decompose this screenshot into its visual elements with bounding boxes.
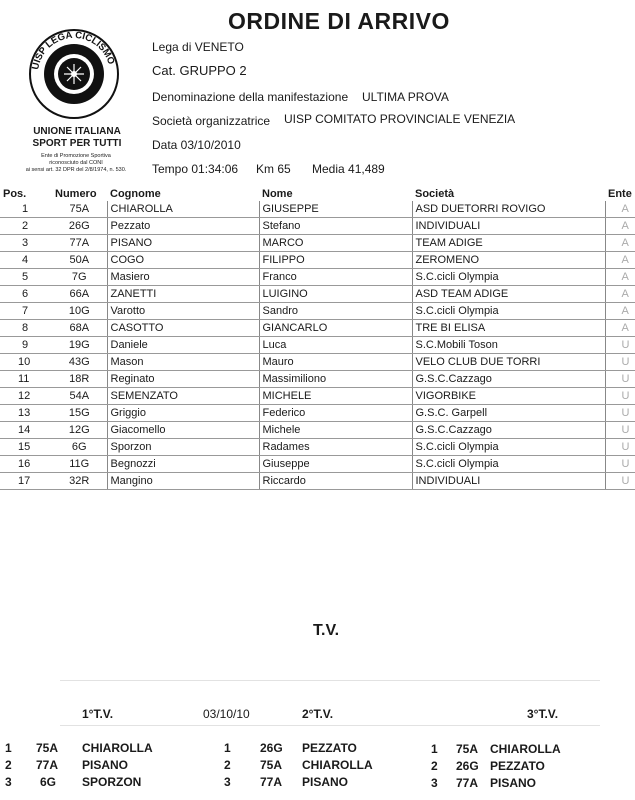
tv3-cognome: CHIAROLLA	[490, 742, 561, 756]
cell-nome: Federico	[259, 405, 412, 422]
tv1-numero: 6G	[40, 775, 57, 789]
cell-numero: 54A	[52, 388, 107, 405]
tv2-cognome: CHIAROLLA	[302, 758, 373, 772]
cell-numero: 32R	[52, 473, 107, 490]
divider	[60, 680, 600, 681]
cell-cognome: Mason	[107, 354, 259, 371]
cell-nome: Stefano	[259, 218, 412, 235]
header-societa: Società	[415, 187, 455, 200]
cell-pos: 5	[0, 269, 52, 286]
cell-ente: A	[605, 252, 635, 269]
table-row	[0, 439, 635, 456]
logo-ring-text: UISP LEGA CICLISMO	[30, 29, 117, 71]
societa-value: UISP COMITATO PROVINCIALE VENEZIA	[284, 112, 516, 126]
table-row	[0, 388, 635, 405]
cell-pos: 16	[0, 456, 52, 473]
cell-nome: Franco	[259, 269, 412, 286]
page-title: ORDINE DI ARRIVO	[228, 8, 450, 34]
cell-nome: GIANCARLO	[259, 320, 412, 337]
race-time: Tempo 01:34:06	[152, 162, 239, 176]
tv1-pos: 2	[5, 758, 12, 772]
cell-societa: ZEROMENO	[412, 252, 605, 269]
cell-numero: 19G	[52, 337, 107, 354]
cell-pos: 12	[0, 388, 52, 405]
header-cognome: Cognome	[110, 187, 161, 200]
cell-pos: 7	[0, 303, 52, 320]
cell-ente: U	[605, 405, 635, 422]
cell-ente: A	[605, 269, 635, 286]
cell-nome: LUIGINO	[259, 286, 412, 303]
cell-societa: G.S.C.Cazzago	[412, 371, 605, 388]
uisp-logo	[28, 28, 120, 120]
cell-cognome: Sporzon	[107, 439, 259, 456]
cell-ente: U	[605, 473, 635, 490]
cell-societa: S.C.cicli Olympia	[412, 439, 605, 456]
cell-societa: INDIVIDUALI	[412, 473, 605, 490]
cell-pos: 2	[0, 218, 52, 235]
cell-numero: 12G	[52, 422, 107, 439]
cell-cognome: ZANETTI	[107, 286, 259, 303]
cell-numero: 66A	[52, 286, 107, 303]
cell-cognome: Varotto	[107, 303, 259, 320]
cell-ente: U	[605, 388, 635, 405]
tv1-cognome: SPORZON	[82, 775, 142, 789]
cell-societa: S.C.cicli Olympia	[412, 269, 605, 286]
cell-nome: FILIPPO	[259, 252, 412, 269]
cell-numero: 43G	[52, 354, 107, 371]
cell-cognome: Daniele	[107, 337, 259, 354]
table-row	[0, 337, 635, 354]
cell-nome: Radames	[259, 439, 412, 456]
tv2-cognome: PISANO	[302, 775, 349, 789]
cell-numero: 15G	[52, 405, 107, 422]
table-row	[0, 269, 635, 286]
table-row	[0, 405, 635, 422]
tv-title: T.V.	[313, 622, 340, 639]
tv2-pos: 1	[224, 741, 231, 755]
cell-cognome: Begnozzi	[107, 456, 259, 473]
cell-pos: 11	[0, 371, 52, 388]
cell-nome: Riccardo	[259, 473, 412, 490]
cell-ente: U	[605, 354, 635, 371]
table-row	[0, 303, 635, 320]
cell-societa: TRE BI ELISA	[412, 320, 605, 337]
denominazione-label: Denominazione della manifestazione	[152, 90, 349, 104]
tv3-cognome: PISANO	[490, 776, 537, 790]
table-row	[0, 235, 635, 252]
cell-cognome: Giacomello	[107, 422, 259, 439]
tv1-cognome: CHIAROLLA	[82, 741, 153, 755]
cell-pos: 14	[0, 422, 52, 439]
header-ente: Ente	[608, 187, 632, 200]
cell-cognome: CASOTTO	[107, 320, 259, 337]
cell-nome: Mauro	[259, 354, 412, 371]
cell-numero: 26G	[52, 218, 107, 235]
cell-ente: U	[605, 371, 635, 388]
cell-pos: 8	[0, 320, 52, 337]
cell-cognome: CHIAROLLA	[107, 201, 259, 218]
cell-societa: ASD TEAM ADIGE	[412, 286, 605, 303]
cell-pos: 6	[0, 286, 52, 303]
tv-date: 03/10/10	[203, 707, 250, 721]
tv2-header: 2°T.V.	[302, 707, 334, 721]
tv3-cognome: PEZZATO	[490, 759, 545, 773]
cell-numero: 18R	[52, 371, 107, 388]
tv3-pos: 1	[431, 742, 438, 756]
table-row	[0, 320, 635, 337]
org-name-line1: UNIONE ITALIANA	[33, 126, 121, 137]
cell-nome: MICHELE	[259, 388, 412, 405]
tv3-pos: 3	[431, 776, 438, 790]
societa-label: Società organizzatrice	[152, 114, 271, 128]
header-numero: Numero	[55, 187, 97, 200]
cell-nome: Massimiliono	[259, 371, 412, 388]
cell-cognome: Mangino	[107, 473, 259, 490]
cell-ente: U	[605, 422, 635, 439]
cell-ente: U	[605, 439, 635, 456]
cell-cognome: Reginato	[107, 371, 259, 388]
table-row	[0, 201, 635, 218]
cell-numero: 7G	[52, 269, 107, 286]
categoria: Cat. GRUPPO 2	[152, 63, 247, 78]
tv3-numero: 77A	[456, 776, 479, 790]
tv1-header: 1°T.V.	[82, 707, 114, 721]
cell-pos: 9	[0, 337, 52, 354]
cell-nome: Michele	[259, 422, 412, 439]
tv1-numero: 77A	[36, 758, 59, 772]
cell-numero: 77A	[52, 235, 107, 252]
cell-societa: S.C.cicli Olympia	[412, 456, 605, 473]
tv2-pos: 3	[224, 775, 231, 789]
tv3-numero: 26G	[456, 759, 479, 773]
cell-numero: 6G	[52, 439, 107, 456]
cell-cognome: COGO	[107, 252, 259, 269]
cell-cognome: Pezzato	[107, 218, 259, 235]
tv2-numero: 77A	[260, 775, 283, 789]
results-table	[0, 186, 635, 490]
table-row	[0, 473, 635, 490]
tv2-numero: 75A	[260, 758, 283, 772]
cell-nome: Luca	[259, 337, 412, 354]
header-nome: Nome	[262, 187, 293, 200]
table-row	[0, 252, 635, 269]
table-row	[0, 354, 635, 371]
org-note-line2: riconosciuto dal CONI	[49, 160, 103, 166]
table-header-row	[0, 186, 635, 201]
cell-pos: 15	[0, 439, 52, 456]
tv3-pos: 2	[431, 759, 438, 773]
cell-ente: A	[605, 235, 635, 252]
cell-societa: G.S.C.Cazzago	[412, 422, 605, 439]
cell-ente: A	[605, 320, 635, 337]
cell-nome: Giuseppe	[259, 456, 412, 473]
tv1-numero: 75A	[36, 741, 59, 755]
cell-cognome: Griggio	[107, 405, 259, 422]
cell-ente: A	[605, 218, 635, 235]
race-km: Km 65	[256, 162, 291, 176]
cell-societa: VIGORBIKE	[412, 388, 605, 405]
cell-nome: GIUSEPPE	[259, 201, 412, 218]
tv1-pos: 3	[5, 775, 12, 789]
cell-pos: 17	[0, 473, 52, 490]
table-row	[0, 456, 635, 473]
cell-nome: MARCO	[259, 235, 412, 252]
divider	[60, 725, 600, 726]
cell-numero: 11G	[52, 456, 107, 473]
cell-societa: S.C.cicli Olympia	[412, 303, 605, 320]
lega: Lega di VENETO	[152, 40, 244, 54]
table-row	[0, 218, 635, 235]
table-row	[0, 371, 635, 388]
cell-pos: 4	[0, 252, 52, 269]
tv3-numero: 75A	[456, 742, 479, 756]
cell-numero: 68A	[52, 320, 107, 337]
table-row	[0, 422, 635, 439]
tv2-pos: 2	[224, 758, 231, 772]
tv1-pos: 1	[5, 741, 12, 755]
table-row	[0, 286, 635, 303]
cell-pos: 1	[0, 201, 52, 218]
denominazione-value: ULTIMA PROVA	[362, 90, 449, 104]
org-note-line1: Ente di Promozione Sportiva	[41, 153, 111, 159]
race-date: Data 03/10/2010	[152, 138, 241, 152]
cell-societa: VELO CLUB DUE TORRI	[412, 354, 605, 371]
cell-pos: 13	[0, 405, 52, 422]
cell-pos: 10	[0, 354, 52, 371]
cell-ente: A	[605, 286, 635, 303]
tv1-cognome: PISANO	[82, 758, 129, 772]
cell-cognome: PISANO	[107, 235, 259, 252]
race-media: Media 41,489	[312, 162, 385, 176]
tv2-numero: 26G	[260, 741, 283, 755]
tv3-header: 3°T.V.	[527, 707, 559, 721]
cell-ente: A	[605, 303, 635, 320]
tv2-cognome: PEZZATO	[302, 741, 357, 755]
cell-nome: Sandro	[259, 303, 412, 320]
cell-ente: U	[605, 456, 635, 473]
org-note-line3: ai sensi art. 32 DPR del 2/8/1974, n. 530.	[25, 167, 127, 173]
cell-numero: 75A	[52, 201, 107, 218]
cell-societa: G.S.C. Garpell	[412, 405, 605, 422]
cell-societa: ASD DUETORRI ROVIGO	[412, 201, 605, 218]
cell-societa: S.C.Mobili Toson	[412, 337, 605, 354]
cell-ente: A	[605, 201, 635, 218]
org-name-line2: SPORT PER TUTTI	[32, 138, 122, 149]
header-pos: Pos.	[3, 187, 27, 200]
cell-numero: 50A	[52, 252, 107, 269]
cell-societa: TEAM ADIGE	[412, 235, 605, 252]
cell-cognome: Masiero	[107, 269, 259, 286]
cell-cognome: SEMENZATO	[107, 388, 259, 405]
cell-numero: 10G	[52, 303, 107, 320]
cell-ente: U	[605, 337, 635, 354]
cell-pos: 3	[0, 235, 52, 252]
cell-societa: INDIVIDUALI	[412, 218, 605, 235]
